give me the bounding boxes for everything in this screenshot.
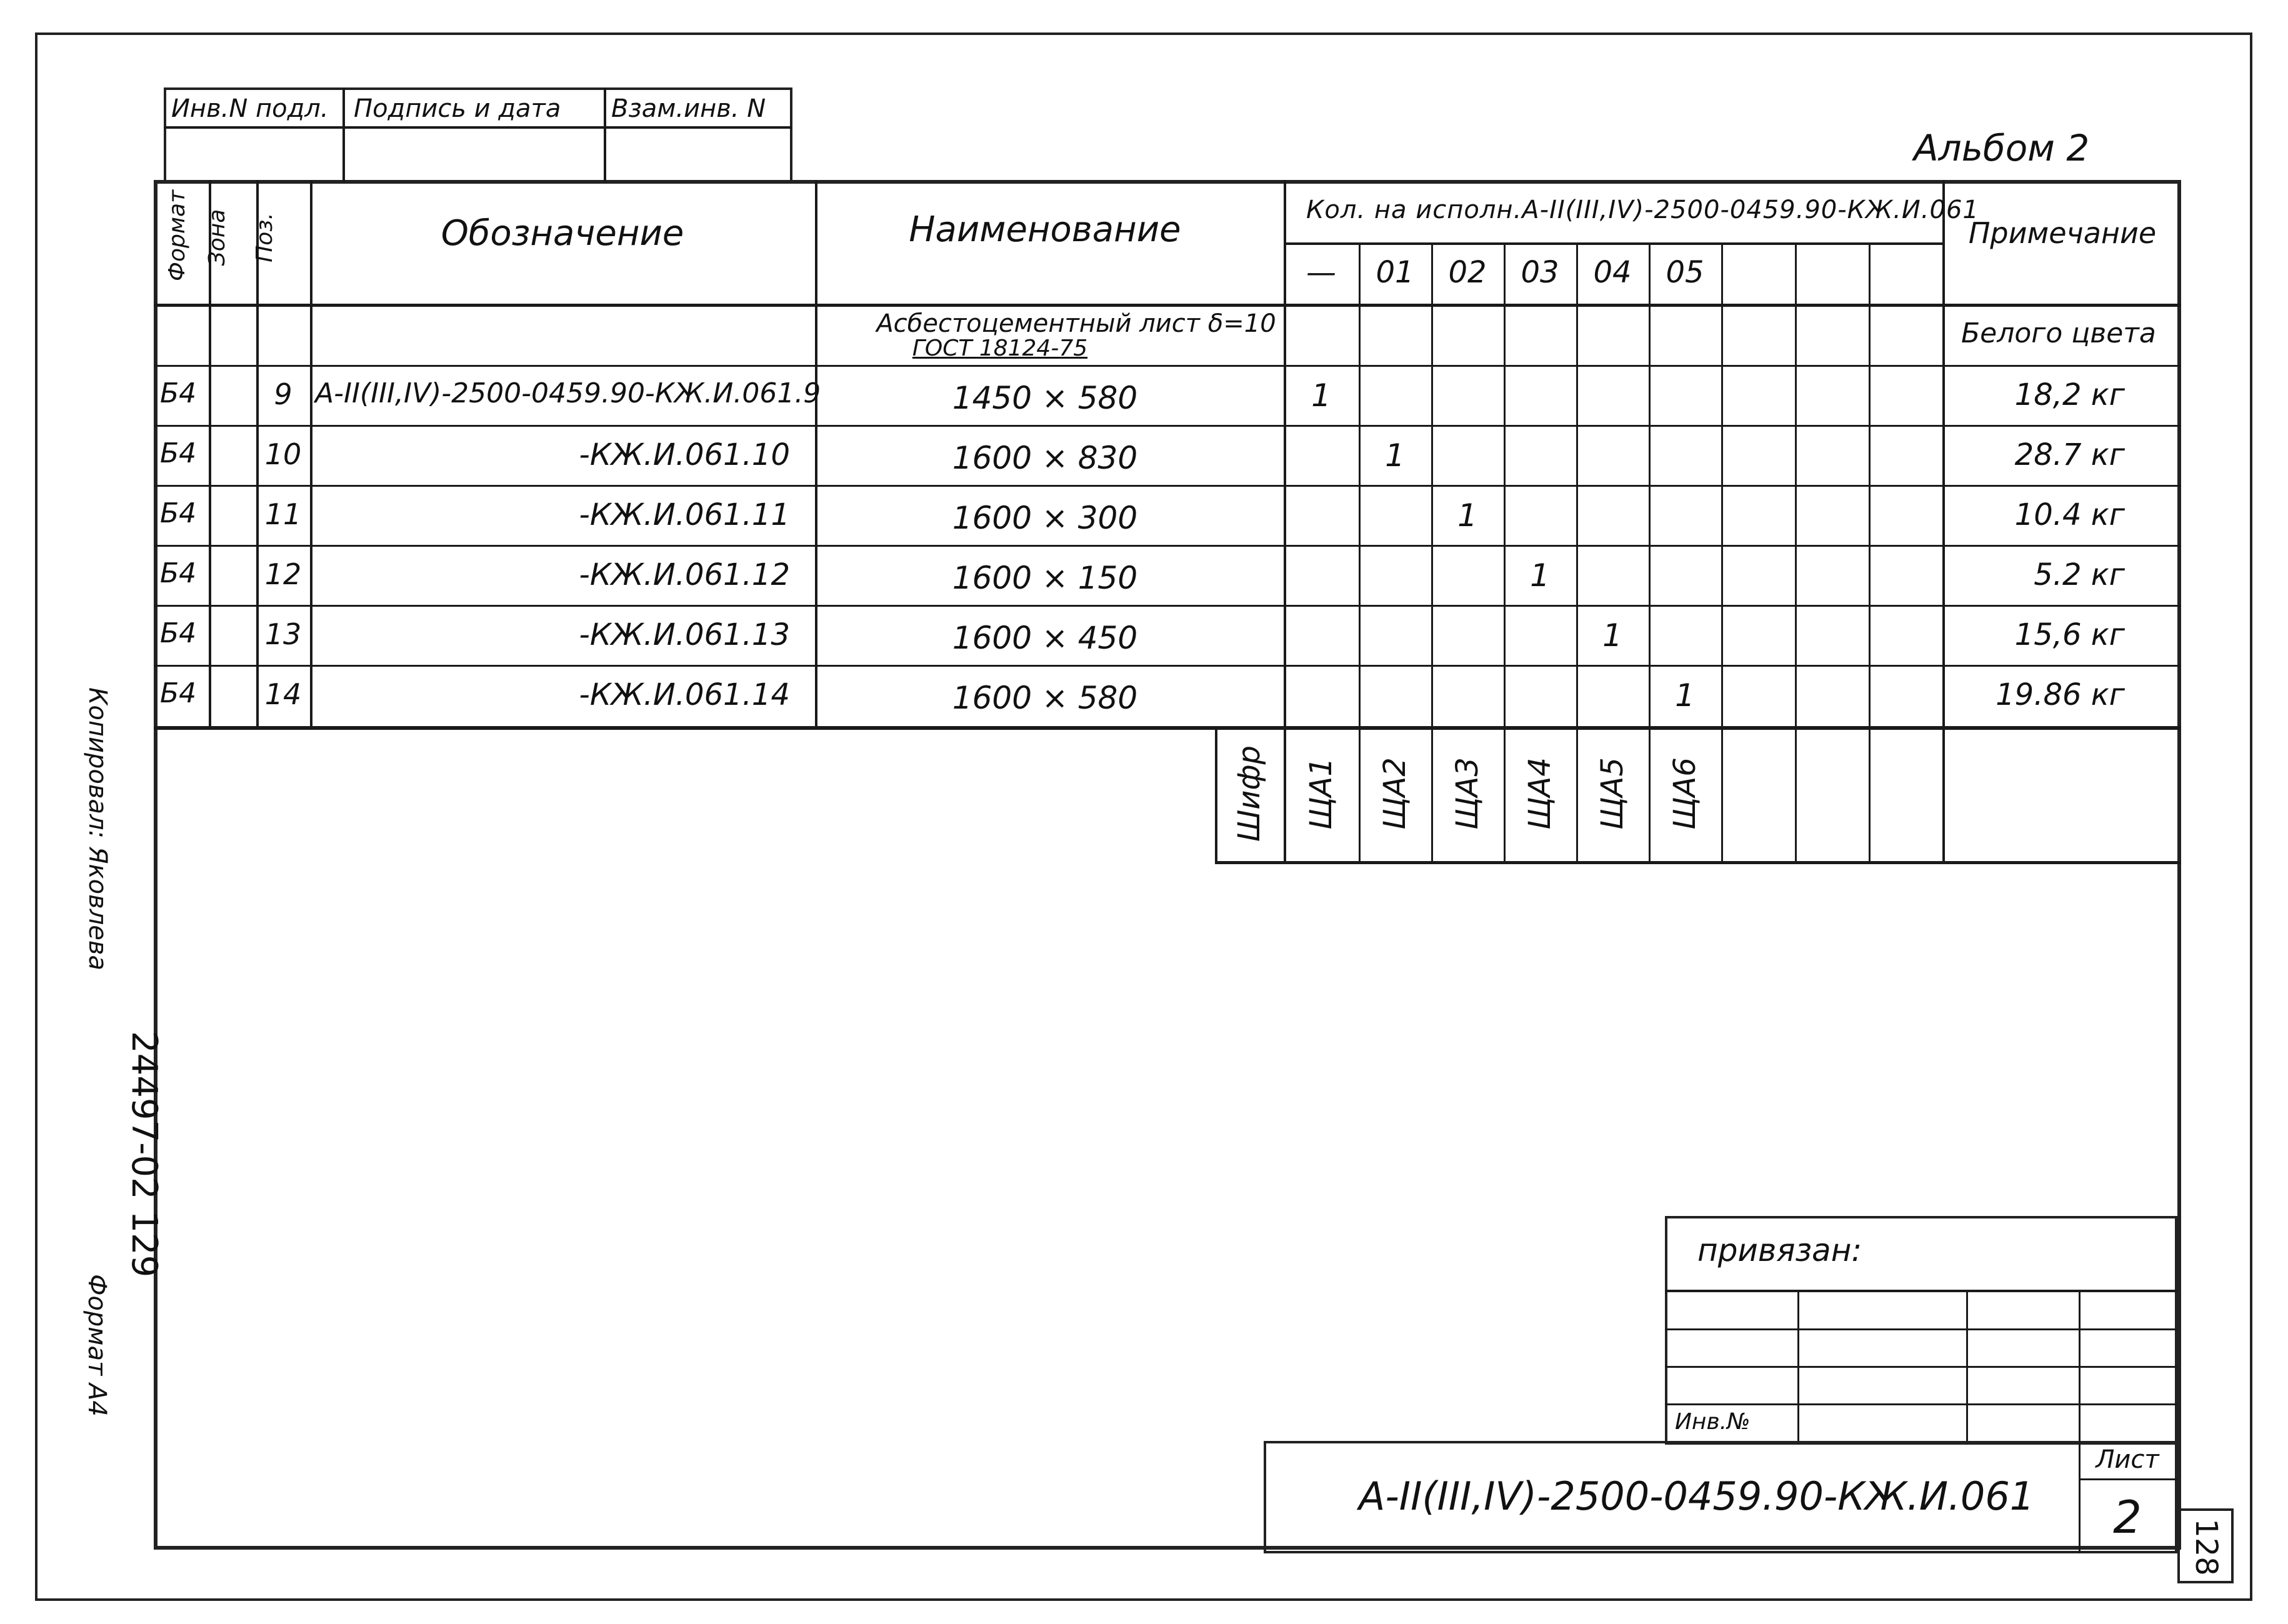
shifr-code: ЩА1 (1304, 757, 1339, 830)
row-oboznachenie: -КЖ.И.061.11 (579, 497, 790, 532)
stamp-line (164, 126, 792, 129)
row-primechanie: 18,2 кг (2014, 377, 2125, 412)
shifr-code: ЩА6 (1667, 757, 1702, 830)
shifr-code: ЩА4 (1522, 757, 1557, 830)
grid-line (154, 545, 2181, 547)
row-oboznachenie: А-II(III,IV)-2500-0459.90-КЖ.И.061.9 (315, 377, 821, 409)
ispoln-col-label: 05 (1666, 255, 1704, 290)
row-primechanie: 5.2 кг (2034, 557, 2125, 592)
tb-line (1966, 1290, 1968, 1445)
shifr-code: ЩА5 (1595, 757, 1630, 830)
grid-line (1942, 180, 1945, 861)
row-primechanie: 19.86 кг (1996, 677, 2125, 712)
tb-line (1665, 1366, 2177, 1368)
ispoln-col-label: 04 (1593, 255, 1632, 290)
tb-line (1665, 1328, 2177, 1330)
grid-line (815, 180, 817, 726)
shifr-code: ЩА2 (1377, 757, 1412, 830)
row-poz: 11 (264, 497, 302, 531)
stamp-line (604, 87, 606, 182)
grid-line (1284, 180, 1286, 861)
ispoln-col-label: 02 (1448, 255, 1487, 290)
list-number: 2 (2113, 1491, 2142, 1543)
row-quantity: 1 (1675, 677, 1695, 714)
row-quantity: 1 (1530, 557, 1550, 594)
row-naimenovanie: 1600 × 450 (952, 620, 1138, 656)
row-quantity: 1 (1457, 497, 1477, 534)
header-oboznachenie: Обозначение (441, 213, 684, 254)
shifr-code: ЩА3 (1450, 757, 1485, 830)
stamp-line (342, 87, 345, 182)
grid-line (154, 365, 2181, 367)
grid-line (154, 485, 2181, 487)
grid-line (1869, 242, 1871, 861)
tb-line (1665, 1290, 2177, 1292)
row-quantity: 1 (1311, 377, 1331, 414)
row-poz: 10 (264, 437, 302, 471)
tb-line (2079, 1290, 2081, 1445)
row-oboznachenie: -КЖ.И.061.10 (579, 437, 790, 472)
grid-line (1215, 861, 2181, 864)
grid-line (1576, 242, 1578, 861)
grid-line (1795, 242, 1797, 861)
first-row-naim-line2: ГОСТ 18124-75 (912, 336, 1088, 361)
row-oboznachenie: -КЖ.И.061.14 (579, 677, 790, 712)
title-code: А-II(III,IV)-2500-0459.90-КЖ.И.061 (1359, 1473, 2035, 1519)
ispoln-col-label: 03 (1521, 255, 1559, 290)
header-poz: Поз. (252, 212, 277, 262)
row-naimenovanie: 1600 × 830 (952, 440, 1138, 476)
side-kopiroval: Копировал: Яковлева (83, 687, 112, 970)
row-poz: 14 (264, 677, 302, 711)
row-primechanie: 28.7 кг (2014, 437, 2125, 472)
ispoln-col-label: — (1306, 255, 1336, 290)
row-primechanie: 10.4 кг (2014, 497, 2125, 532)
header-zona: Зона (204, 209, 230, 266)
grid-line (1721, 242, 1723, 861)
row-oboznachenie: -КЖ.И.061.13 (579, 617, 790, 652)
first-row-prim: Белого цвета (1961, 317, 2156, 349)
grid-line (154, 726, 2181, 730)
grid-line (1284, 242, 1942, 245)
corner-number: 128 (2189, 1518, 2224, 1576)
row-poz: 13 (264, 617, 302, 651)
list-label: Лист (2096, 1445, 2159, 1474)
row-format: Б4 (160, 437, 197, 469)
inv-no-label: Инв.№ (1675, 1409, 1751, 1435)
tb-line (1665, 1403, 2177, 1405)
row-primechanie: 15,6 кг (2014, 617, 2125, 652)
album-label: Альбом 2 (1914, 127, 2090, 169)
row-oboznachenie: -КЖ.И.061.12 (579, 557, 790, 592)
stamp-podpis-data: Подпись и дата (354, 94, 561, 123)
header-naimenovanie: Наименование (909, 209, 1181, 250)
row-quantity: 1 (1385, 437, 1405, 474)
grid-line (1215, 726, 1217, 861)
row-format: Б4 (160, 677, 197, 709)
row-poz: 9 (274, 377, 292, 411)
row-naimenovanie: 1600 × 300 (952, 500, 1138, 536)
grid-line (154, 304, 2181, 307)
side-format: Формат А4 (82, 1274, 111, 1417)
first-row-naim-line1: Асбестоцементный лист δ=10 (876, 309, 1276, 338)
tb-line (1797, 1290, 1799, 1445)
row-naimenovanie: 1450 × 580 (952, 380, 1138, 416)
stamp-inv-podl: Инв.N подл. (171, 94, 329, 123)
grid-line (154, 425, 2181, 427)
row-quantity: 1 (1602, 617, 1622, 654)
ispoln-col-label: 01 (1376, 255, 1414, 290)
row-poz: 12 (264, 557, 302, 591)
row-format: Б4 (160, 557, 197, 589)
tb-line (2079, 1441, 2081, 1553)
row-naimenovanie: 1600 × 580 (952, 680, 1138, 716)
grid-line (1649, 242, 1651, 861)
row-naimenovanie: 1600 × 150 (952, 560, 1138, 596)
header-format: Формат (164, 189, 190, 281)
grid-line (1431, 242, 1433, 861)
header-kol: Кол. на исполн.А-II(III,IV)-2500-0459.90-КЖ.И.061 (1306, 196, 1979, 224)
grid-line (154, 605, 2181, 607)
privyazan-label: привязан: (1697, 1232, 1862, 1268)
shifr-label: Шифр (1232, 745, 1267, 842)
grid-line (1504, 242, 1506, 861)
side-doc-number: 24497-02 129 (124, 1031, 164, 1278)
row-format: Б4 (160, 497, 197, 529)
grid-line (1359, 242, 1361, 861)
grid-line (154, 665, 2181, 667)
stamp-vzam-inv: Взам.инв. N (611, 94, 766, 123)
header-primechanie: Примечание (1968, 216, 2157, 250)
tb-line (2079, 1478, 2177, 1480)
grid-line (310, 180, 312, 726)
row-format: Б4 (160, 617, 197, 649)
row-format: Б4 (160, 377, 197, 409)
